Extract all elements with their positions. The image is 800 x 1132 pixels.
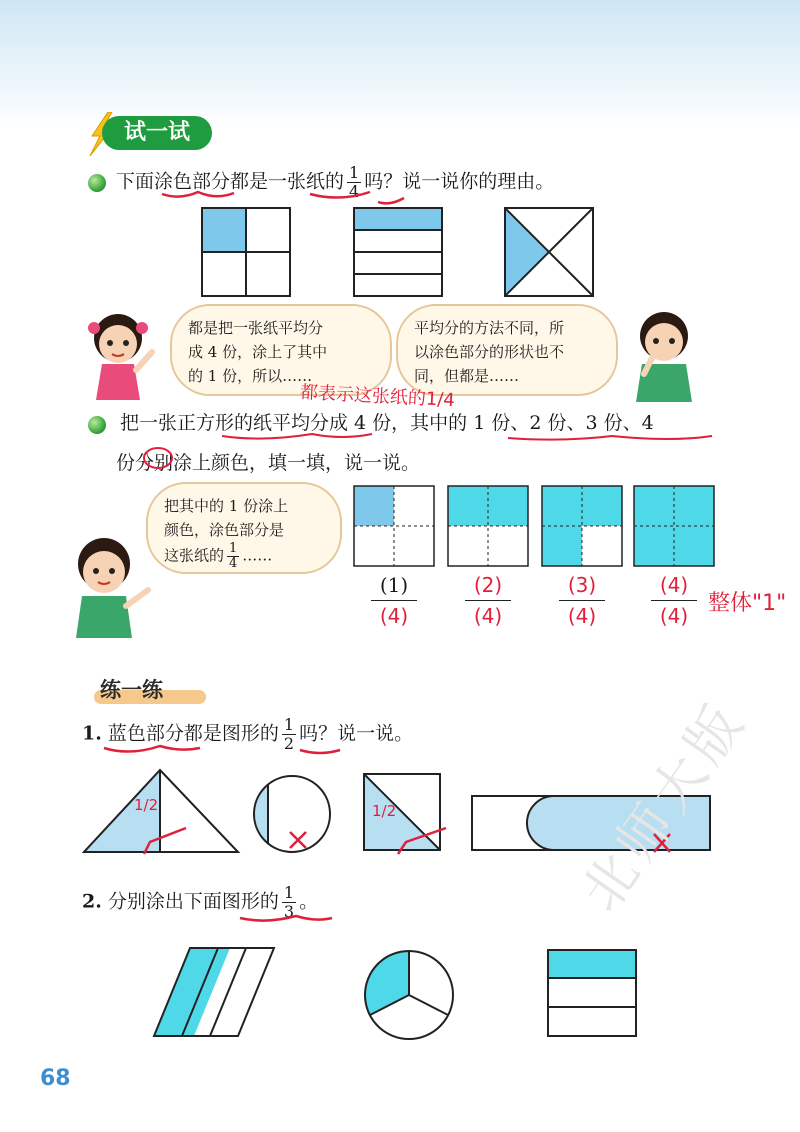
- speech-bubble-boy: 平均分的方法不同，所 以涂色部分的形状也不 同，但都是……: [396, 304, 618, 396]
- section-banner-practice: [90, 672, 210, 708]
- page-number: 68: [40, 1066, 71, 1091]
- square-2-of-4: [446, 484, 532, 570]
- speech-bubble-girl: 都是把一张纸平均分 成 4 份，涂上了其中 的 1 份，所以……: [170, 304, 392, 396]
- circle-segment-figure: [250, 772, 334, 856]
- answer-fraction-4: (4) (4): [644, 570, 704, 631]
- question-2-line-2: 份分别涂上颜色，填一填，说一说。: [116, 452, 421, 474]
- question-2-line-1: 把一张正方形的纸平均分成 4 份，其中的 1 份、2 份、3 份、4: [120, 412, 654, 434]
- square-1-of-4: [352, 484, 438, 570]
- section-title: 练一练: [100, 678, 163, 702]
- exercise-1: 1. 蓝色部分都是图形的 $\frac{1}{2}$ 吗？说一说。: [82, 715, 414, 753]
- top-gradient-band: [0, 0, 800, 130]
- square-strips-figure: [352, 206, 448, 300]
- red-underline-marks: [150, 186, 430, 206]
- rectangle-thirds-figure: [546, 948, 640, 1042]
- speech-bubble-boy-2: 把其中的 1 份涂上 颜色，涂色部分是 这张纸的 $\frac{1}{4}$ ……: [146, 482, 342, 574]
- red-underline-marks: [112, 428, 732, 478]
- publisher-watermark: 北师大版: [569, 689, 759, 923]
- answer-fraction-2: (2) (4): [458, 570, 518, 631]
- section-banner-try: [86, 112, 214, 152]
- triangle-half-figure: [82, 768, 242, 858]
- exercise-2: 2. 分别涂出下面图形的 $\frac{1}{3}$ 。: [82, 883, 319, 921]
- square-quarter-figure: [200, 206, 296, 300]
- handwritten-note-2: 整体"1": [708, 591, 787, 616]
- red-underline-marks: [100, 740, 350, 760]
- answer-fraction-3: (3) (4): [552, 570, 612, 631]
- circle-thirds-figure: [362, 948, 456, 1042]
- bullet-dot-icon: [88, 416, 106, 434]
- boy-character-pointing: [64, 526, 154, 646]
- boy-character-thinking: [620, 304, 700, 404]
- bullet-dot-icon: [88, 174, 106, 192]
- square-3-of-4: [540, 484, 626, 570]
- girl-character: [82, 308, 162, 408]
- square-triangles-figure: [503, 206, 599, 300]
- section-title: 试一试: [102, 116, 212, 150]
- red-underline-marks: [236, 908, 336, 928]
- square-4-of-4: [632, 484, 718, 570]
- handwritten-half-mark: 1/2: [134, 796, 159, 814]
- handwritten-half-mark: 1/2: [372, 802, 397, 820]
- question-1: 下面涂色部分都是一张纸的 $\frac{1}{4}$ 吗？说一说你的理由。: [116, 163, 555, 201]
- parallelogram-thirds-figure: [152, 946, 278, 1040]
- handwritten-note-1: 都表示这张纸的1/4: [299, 381, 456, 412]
- answer-fraction-1: (1) (4): [364, 570, 424, 631]
